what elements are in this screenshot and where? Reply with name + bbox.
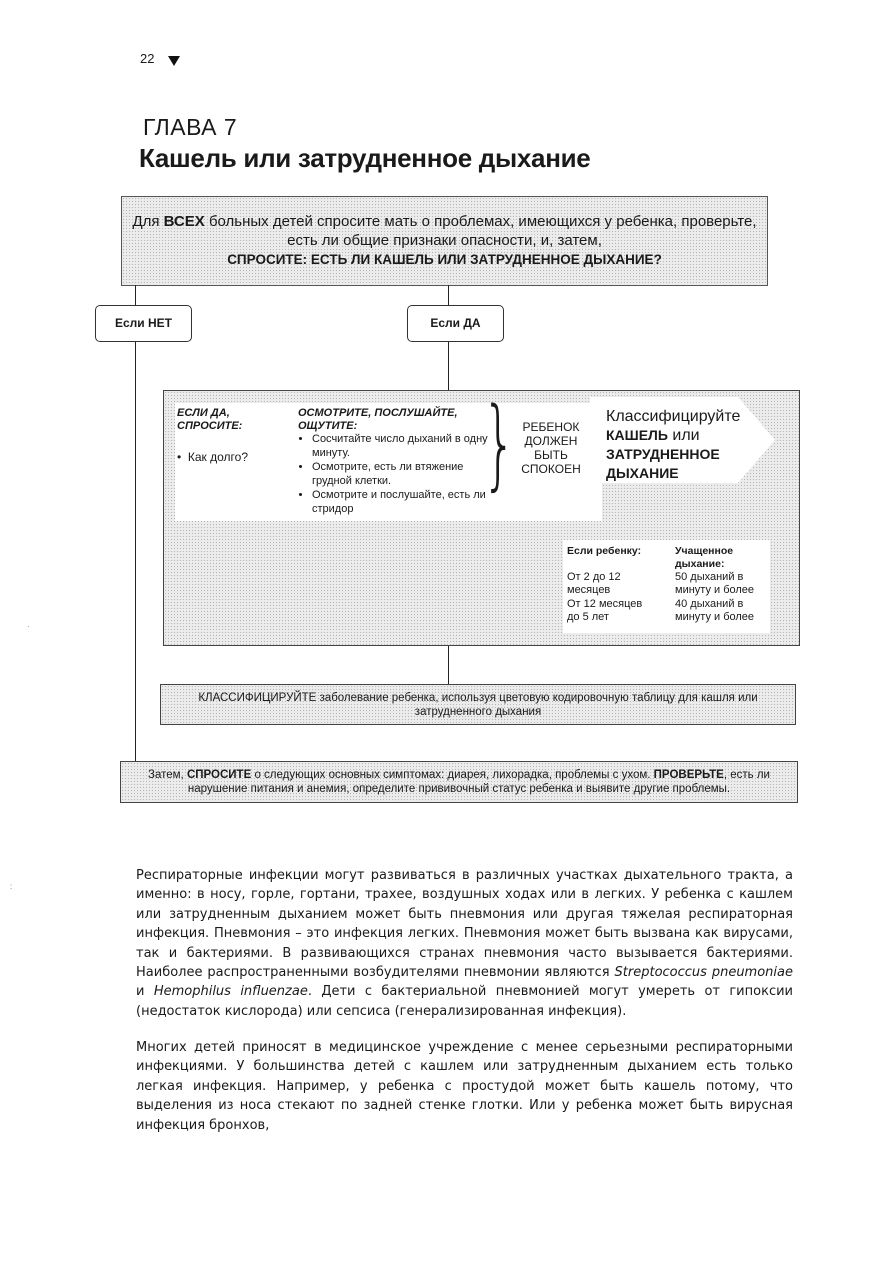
paragraph-text: . Дети с бактериальной пневмонией могут умереть от гипоксии (недостаток кислорода) или сепсиса (генерализированная инфекция). [136, 984, 793, 1019]
rate-age-cell [567, 571, 667, 597]
page-marker-icon [168, 56, 180, 66]
classify-emphasis: ДЫХАНИЕ [606, 465, 679, 481]
next-steps-emphasis: СПРОСИТЕ [186, 769, 252, 781]
next-steps-line-1 [121, 768, 797, 782]
classify-box [160, 684, 796, 725]
rate-cell-line: 50 дыханий в [675, 571, 744, 583]
rate-cell-line: минуту и более [675, 611, 755, 623]
classify-line [606, 426, 740, 445]
paragraph-text: и [136, 984, 154, 1000]
rate-header-line: дыхание: [675, 558, 725, 570]
ask-label [177, 407, 242, 433]
classify-line [606, 445, 740, 464]
look-item: • Сосчитайте число дыханий в одну минуту. [312, 433, 497, 460]
look-item: • Осмотрите, есть ли втяжение грудной клетки. [312, 461, 497, 488]
calm-child-note [512, 420, 590, 476]
rate-value-cell [675, 571, 775, 597]
next-steps-emphasis: ПРОВЕРЬТЕ [653, 769, 724, 781]
classify-box-line-1 [161, 691, 795, 705]
ask-label-line: СПРОСИТЕ: [177, 420, 243, 432]
next-steps-text: Затем, [148, 769, 187, 781]
classify-text: или [667, 427, 700, 444]
species-name: Hemophilus influenzae [153, 984, 308, 1000]
calm-line: БЫТЬ [534, 448, 568, 462]
connector-line [448, 342, 449, 390]
classify-emphasis: ЗАТРУДНЕННОЕ [606, 446, 720, 462]
rate-cell-line: От 2 до 12 [567, 571, 621, 583]
rate-age-cell [567, 598, 667, 624]
connector-line [135, 342, 136, 762]
rate-value-cell [675, 598, 775, 624]
body-paragraph [136, 866, 793, 1021]
rate-cell-line: 40 дыханий в [675, 598, 744, 610]
scan-mark: · [27, 622, 30, 631]
body-paragraph: Многих детей приносят в медицинское учреждение с менее серьезными респираторными инфекциями. У большинства детей с кашлем или затрудненным дыханием есть только легкая инфекция. Например, у ребенка с простудой может быть кашель потому, что выделения из носа стекают по задней стенке глотки. Или у ребенка может быть вирусная инфекция бронхов, [136, 1040, 793, 1133]
paragraph-text: Респираторные инфекции могут развиваться в различных участках дыхательного тракта, а именно: в носу, горле, гортани, трахее, воздушных ходах или в легких. У ребенка с кашлем или затрудненным дыханием может быть пневмония или другая тяжелая респираторная инфекция. Пневмония – это инфекция легких. Пневмония может быть вызвана как вирусами, так и бактериями. В развивающихся странах пневмония часто вызывается бактериями. Наиболее распространенными возбудителями пневмонии являются [136, 868, 793, 981]
brace-icon: } [482, 387, 517, 501]
connector-line [448, 285, 449, 305]
page-number: 22 [140, 51, 155, 66]
calm-line: СПОКОЕН [521, 462, 581, 476]
scan-mark: : [10, 882, 13, 891]
look-label [298, 407, 458, 433]
classify-emphasis: КАШЕЛЬ [606, 427, 668, 443]
chapter-label: ГЛАВА 7 [143, 114, 238, 140]
rate-cell-line: месяцев [567, 584, 611, 596]
classify-line [606, 464, 740, 483]
rate-cell-line: От 12 месяцев [567, 598, 643, 610]
connector-line [448, 645, 449, 685]
if-yes-branch: Если ДА [407, 305, 504, 342]
rate-header-age: Если ребенку: [567, 545, 642, 557]
top-box-text: больных детей спросите мать о проблемах, имеющихся у ребенка, проверьте, [204, 213, 757, 230]
next-steps-text: о следующих основных симптомах: диарея, лихорадка, проблемы с ухом. [251, 769, 654, 781]
ask-item-text: Как долго? [187, 450, 248, 464]
classify-box-line-2: затрудненного дыхания [414, 706, 542, 718]
rate-cell-line: до 5 лет [567, 611, 609, 623]
classify-box-text: заболевание ребенка, используя цветовую кодировочную таблицу для кашля или [316, 692, 758, 704]
calm-line: ДОЛЖЕН [524, 434, 578, 448]
look-item: • Осмотрите и послушайте, есть ли стридор [312, 489, 497, 516]
rate-cell-line: минуту и более [675, 584, 755, 596]
ask-label-line: ЕСЛИ ДА, [177, 407, 230, 419]
initial-assessment-box [121, 196, 768, 286]
chapter-title: Кашель или затрудненное дыхание [139, 143, 591, 173]
connector-line [135, 285, 136, 305]
top-box-question: СПРОСИТЕ: ЕСТЬ ЛИ КАШЕЛЬ ИЛИ ЗАТРУДНЕННОЕ ДЫХАНИЕ? [227, 252, 662, 267]
classify-line: Классифицируйте [606, 408, 741, 425]
top-box-line-1 [122, 212, 767, 231]
top-box-text: Для [132, 213, 164, 230]
next-steps-line-2: нарушение питания и анемия, определите прививочный статус ребенка и выявите другие проблемы. [187, 783, 731, 795]
next-steps-text: , есть ли [723, 769, 770, 781]
next-steps-box [120, 761, 798, 803]
calm-line: РЕБЕНОК [522, 420, 580, 434]
if-no-branch: Если НЕТ [95, 305, 192, 342]
look-label-line: ОСМОТРИТЕ, ПОСЛУШАЙТЕ, [298, 407, 458, 419]
ask-item: • Как долго? [177, 450, 248, 464]
species-name: Streptococcus pneumoniae [614, 965, 793, 981]
look-label-line: ОЩУТИТЕ: [298, 420, 358, 432]
top-box-line-2: есть ли общие признаки опасности, и, затем, [287, 232, 602, 249]
look-list [298, 433, 497, 517]
top-box-emphasis: ВСЕХ [163, 213, 205, 230]
rate-header-line: Учащенное [675, 545, 734, 557]
classify-instruction [606, 408, 740, 483]
rate-header-rate [675, 545, 765, 571]
classify-box-emphasis: КЛАССИФИЦИРУЙТЕ [198, 692, 317, 704]
